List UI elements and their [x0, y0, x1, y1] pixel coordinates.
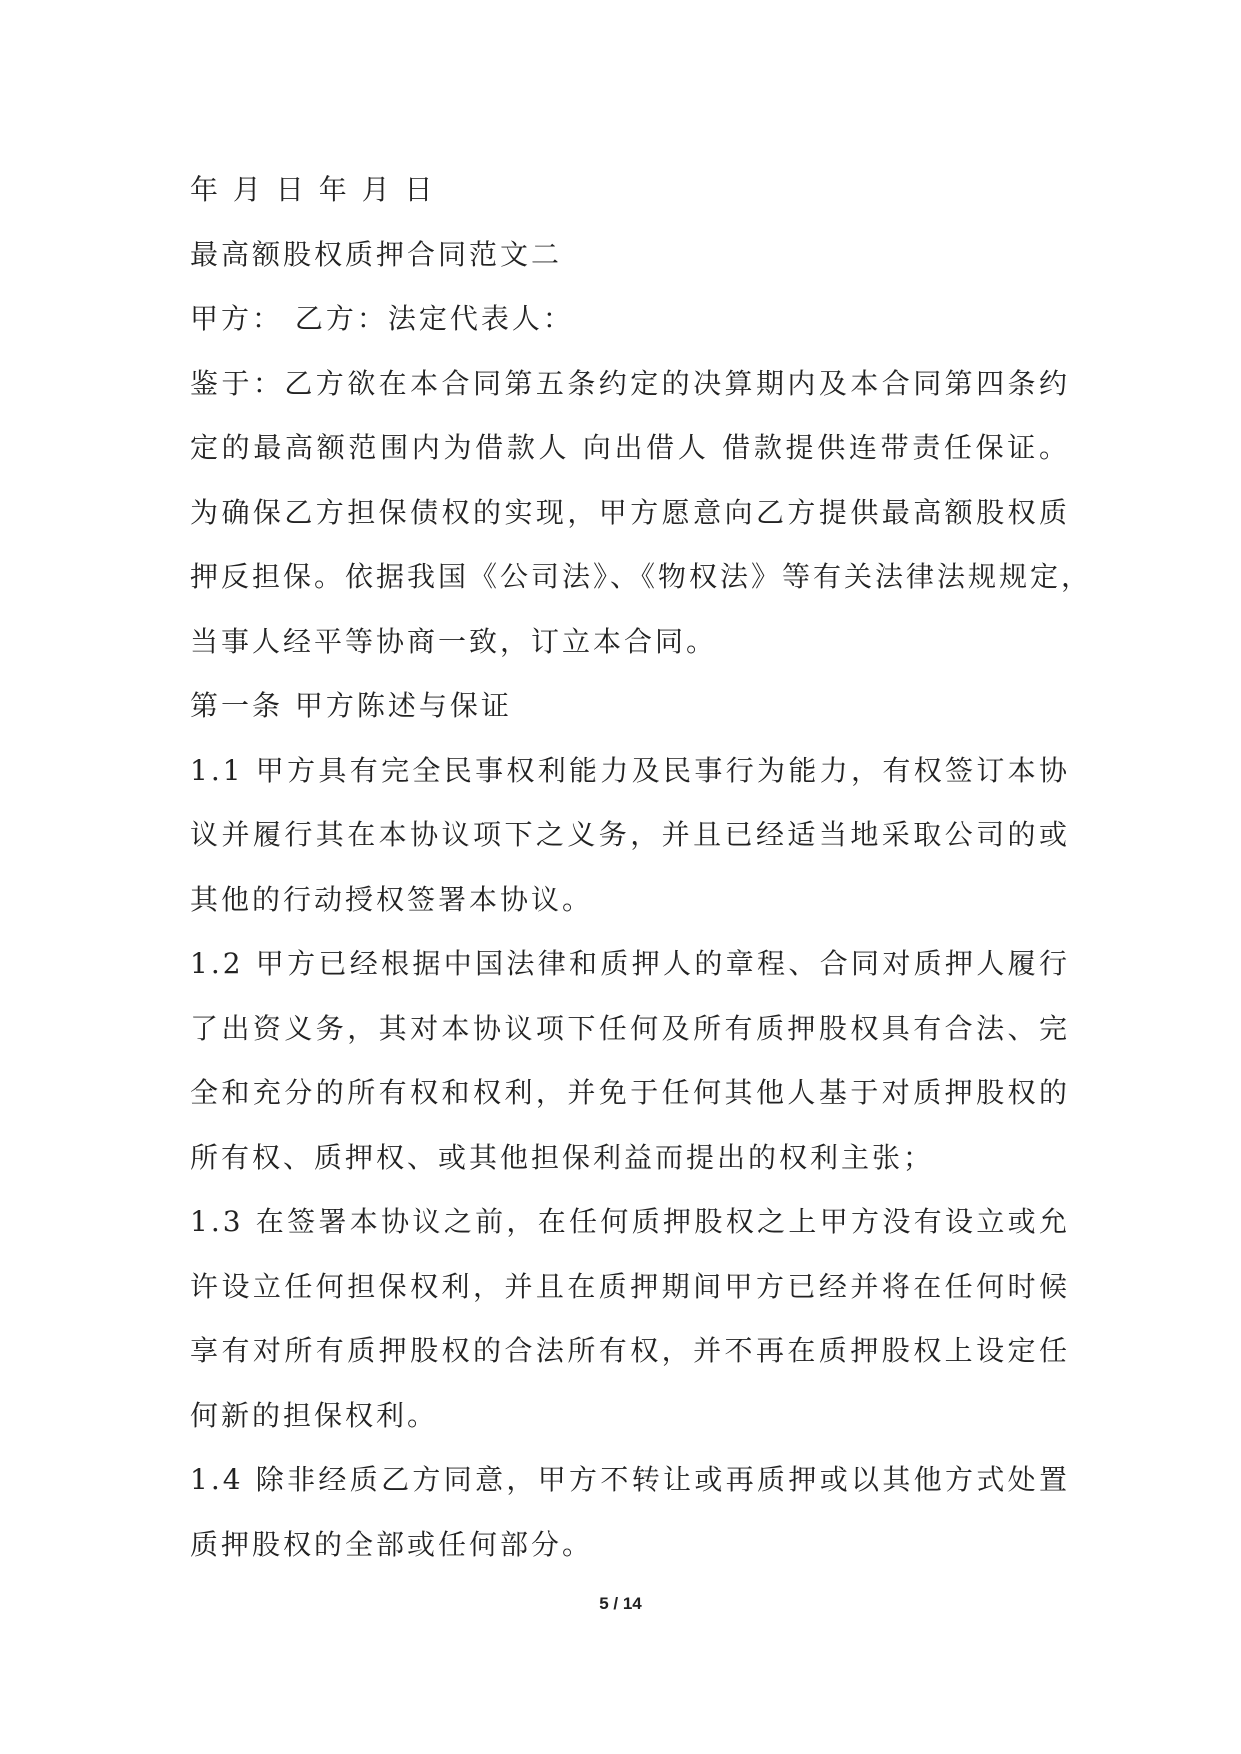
paragraph-line: 押反担保。依据我国《公司法》、《物权法》等有关法律法规规定， [190, 560, 1093, 593]
clause-line: 其他的行动授权签署本协议。 [190, 882, 594, 916]
paragraph-line: 当事人经平等协商一致，订立本合同。 [190, 624, 718, 658]
clause-line: 何新的担保权利。 [190, 1398, 439, 1432]
section-title: 最高额股权质押合同范文二 [190, 237, 563, 271]
clause-line: 所有权、质押权、或其他担保利益而提出的权利主张； [190, 1140, 935, 1174]
paragraph-line: 为确保乙方担保债权的实现，甲方愿意向乙方提供最高额股权质 [190, 495, 1070, 529]
document-body [190, 158, 1093, 1577]
article-heading: 第一条 甲方陈述与保证 [190, 689, 512, 722]
paragraph-line: 定的最高额范围内为借款人 向出借人 借款提供连带责任保证。 [190, 431, 1070, 464]
page-number: 5 / 14 [599, 1594, 642, 1613]
clause-line: 1.2 甲方已经根据中国法律和质押人的章程、合同对质押人履行 [190, 947, 1070, 980]
clause-line: 全和充分的所有权和权利，并免于任何其他人基于对质押股权的 [190, 1076, 1070, 1109]
clause-line: 了出资义务，其对本协议项下任何及所有质押股权具有合法、完 [190, 1011, 1070, 1045]
clause-line: 许设立任何担保权利，并且在质押期间甲方已经并将在任何时候 [190, 1269, 1070, 1303]
clause-line: 1.4 除非经质乙方同意，甲方不转让或再质押或以其他方式处置 [190, 1463, 1070, 1496]
paragraph-line: 鉴于：乙方欲在本合同第五条约定的决算期内及本合同第四条约 [190, 366, 1070, 400]
clause-line: 质押股权的全部或任何部分。 [190, 1527, 594, 1561]
clause-line: 1.3 在签署本协议之前，在任何质押股权之上甲方没有设立或允 [190, 1205, 1070, 1238]
clause-line: 享有对所有质押股权的合法所有权，并不再在质押股权上设定任 [190, 1334, 1070, 1367]
parties-line: 甲方： 乙方：法定代表人： [190, 302, 574, 335]
clause-line: 议并履行其在本协议项下之义务，并且已经适当地采取公司的或 [190, 818, 1070, 851]
date-line: 年 月 日 年 月 日 [190, 173, 436, 206]
clause-line: 1.1 甲方具有完全民事权利能力及民事行为能力，有权签订本协 [190, 753, 1070, 787]
